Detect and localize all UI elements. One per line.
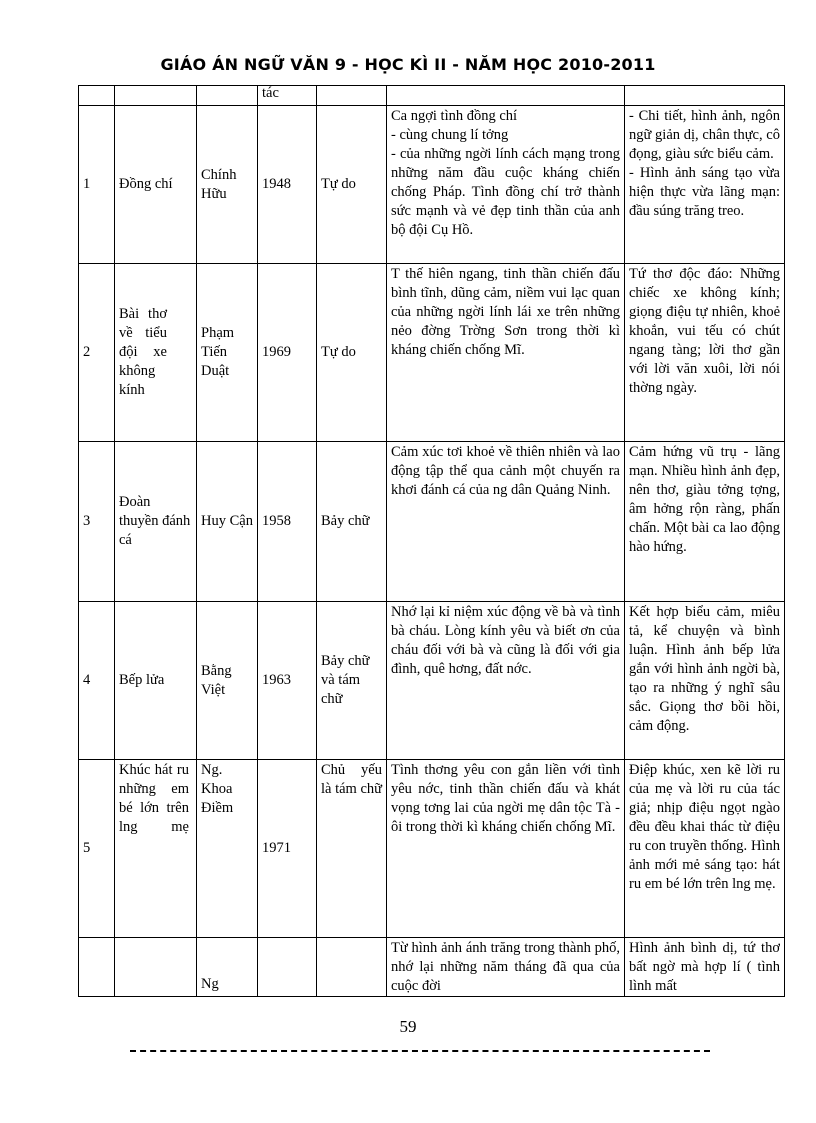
cell-no: 1 xyxy=(79,106,115,264)
cell-author: Chính Hữu xyxy=(197,106,258,264)
table-row xyxy=(79,264,785,442)
table-cell xyxy=(258,86,317,106)
page-header-title: GIÁO ÁN NGỮ VĂN 9 - HỌC KÌ II - NĂM HỌC 2010-2011 xyxy=(160,55,656,74)
cell-title: Bếp lửa xyxy=(115,602,197,760)
page-number: 59 xyxy=(399,1017,417,1036)
cell-art xyxy=(625,602,785,760)
cell-form xyxy=(317,938,387,997)
cell-form: Tự do xyxy=(317,106,387,264)
cell-year: 1969 xyxy=(258,264,317,442)
content-text: Nhớ lại kỉ niệm xúc động về bà và tình bà cháu. Lòng kính yêu và biết ơn của cháu đối với bà và cũng là đối với gia đình, quê hơng, đất nớc. xyxy=(391,604,620,677)
cell-year xyxy=(258,938,317,997)
cell-art xyxy=(625,442,785,602)
table-row xyxy=(79,602,785,760)
cell-year: 1948 xyxy=(258,106,317,264)
art-text: Tứ thơ độc đáo: Những chiếc xe không kính; giọng điệu tự nhiên, khoẻ khoắn, vui tếu có chút ngang tàng; lời thơ gần với lời văn xuôi, lời nói thờng ngày. xyxy=(629,266,780,396)
table-cell xyxy=(79,86,115,106)
cell-art xyxy=(625,264,785,442)
cell-title xyxy=(115,264,197,442)
cell-no: 4 xyxy=(79,602,115,760)
top-row-text: tác xyxy=(262,85,279,101)
form-text: Chủ yếu là tám chữ xyxy=(321,762,383,797)
art-text: Cảm hứng vũ trụ - lãng mạn. Nhiều hình ảnh đẹp, nên thơ, giàu tởng tợng, âm hởng rộn ràng, phấn chấn. Một bài ca lao động hào hứng. xyxy=(629,444,780,555)
cell-form: Tự do xyxy=(317,264,387,442)
table-row xyxy=(79,938,785,997)
table-row xyxy=(79,760,785,938)
author-text: Ng xyxy=(201,976,219,992)
table-cell xyxy=(115,86,197,106)
cell-year: 1963 xyxy=(258,602,317,760)
cell-content xyxy=(387,760,625,938)
cell-art xyxy=(625,106,785,264)
cell-author: Bằng Việt xyxy=(197,602,258,760)
cell-content xyxy=(387,602,625,760)
cell-author xyxy=(197,938,258,997)
cell-content xyxy=(387,264,625,442)
cell-author: Phạm Tiến Duật xyxy=(197,264,258,442)
table-cell xyxy=(387,86,625,106)
literature-summary-table xyxy=(78,85,785,997)
cell-author: Huy Cận xyxy=(197,442,258,602)
cell-no: 3 xyxy=(79,442,115,602)
art-text: Điệp khúc, xen kẽ lời ru của mẹ và lời ru của tác giả; nhịp điệu ngọt ngào đều đều khai thác từ điệu ru con truyền thống. Hình ảnh mới mẻ sáng tạo: hát ru em bé lớn trên lng mẹ. xyxy=(629,762,780,892)
cell-year: 1958 xyxy=(258,442,317,602)
title-text: Khúc hát ru những em bé lớn trên lng mẹ xyxy=(119,762,189,835)
cell-art xyxy=(625,938,785,997)
cell-no: 5 xyxy=(79,760,115,938)
cell-no: 2 xyxy=(79,264,115,442)
content-text: Tình thơng yêu con gắn liền với tình yêu nớc, tinh thần chiến đấu và khát vọng tơng lai của ngời mẹ dân tộc Tà - ôi trong thời kì kháng chiến chống Mĩ. xyxy=(391,762,620,835)
cell-form: Bảy chữ và tám chữ xyxy=(317,602,387,760)
cell-form xyxy=(317,760,387,938)
art-text: Hình ảnh bình dị, tứ thơ bất ngờ mà hợp lí ( tình lình mất xyxy=(629,940,780,993)
cell-author: Ng. Khoa Điềm xyxy=(197,760,258,938)
cell-content xyxy=(387,106,625,264)
table-cell xyxy=(625,86,785,106)
title-text: Bài thơ về tiểu đội xe không kính xyxy=(119,306,167,398)
table-cell xyxy=(317,86,387,106)
content-text: Ca ngợi tình đồng chí - cùng chung lí tởng - của những ngời lính cách mạng trong những năm đầu cuộc kháng chiến chống Pháp. Tình đồng chí trở thành sức mạnh và vẻ đẹp tinh thần của anh bộ đội Cụ Hồ. xyxy=(391,108,620,238)
cell-no xyxy=(79,938,115,997)
footer-dashed-divider xyxy=(130,1050,710,1052)
content-text: Từ hình ảnh ánh trăng trong thành phố, nhớ lại những năm tháng đã qua của cuộc đời xyxy=(391,940,620,993)
cell-title xyxy=(115,938,197,997)
table-row xyxy=(79,442,785,602)
table-row xyxy=(79,106,785,264)
content-text: Cảm xúc tơi khoẻ về thiên nhiên và lao động tập thể qua cảnh một chuyến ra khơi đánh cá của ng dân Quảng Ninh. xyxy=(391,444,620,498)
art-text: Kết hợp biểu cảm, miêu tả, kể chuyện và bình luận. Hình ảnh bếp lửa gắn với hình ảnh ngời bà, tạo ra những ý nghĩ sâu sắc. Giọng thơ bồi hồi, cảm động. xyxy=(629,604,780,734)
cell-content xyxy=(387,938,625,997)
cell-title: Đồng chí xyxy=(115,106,197,264)
cell-year: 1971 xyxy=(258,760,317,938)
cell-title xyxy=(115,760,197,938)
art-text: - Chi tiết, hình ảnh, ngôn ngữ giản dị, chân thực, cô đọng, giàu sức biểu cảm. - Hình ảnh sáng tạo vừa hiện thực vừa lãng mạn: đầu súng trăng treo. xyxy=(629,108,780,219)
table-cell xyxy=(197,86,258,106)
cell-content xyxy=(387,442,625,602)
content-text: T thế hiên ngang, tinh thần chiến đấu bình tĩnh, dũng cảm, niềm vui lạc quan của những ngời lính lái xe trên những nẻo đờng Trờng Sơn trong thời kì kháng chiến chống Mĩ. xyxy=(391,266,620,358)
cell-art xyxy=(625,760,785,938)
cell-form: Bảy chữ xyxy=(317,442,387,602)
table-top-row xyxy=(79,86,785,106)
cell-title: Đoàn thuyền đánh cá xyxy=(115,442,197,602)
